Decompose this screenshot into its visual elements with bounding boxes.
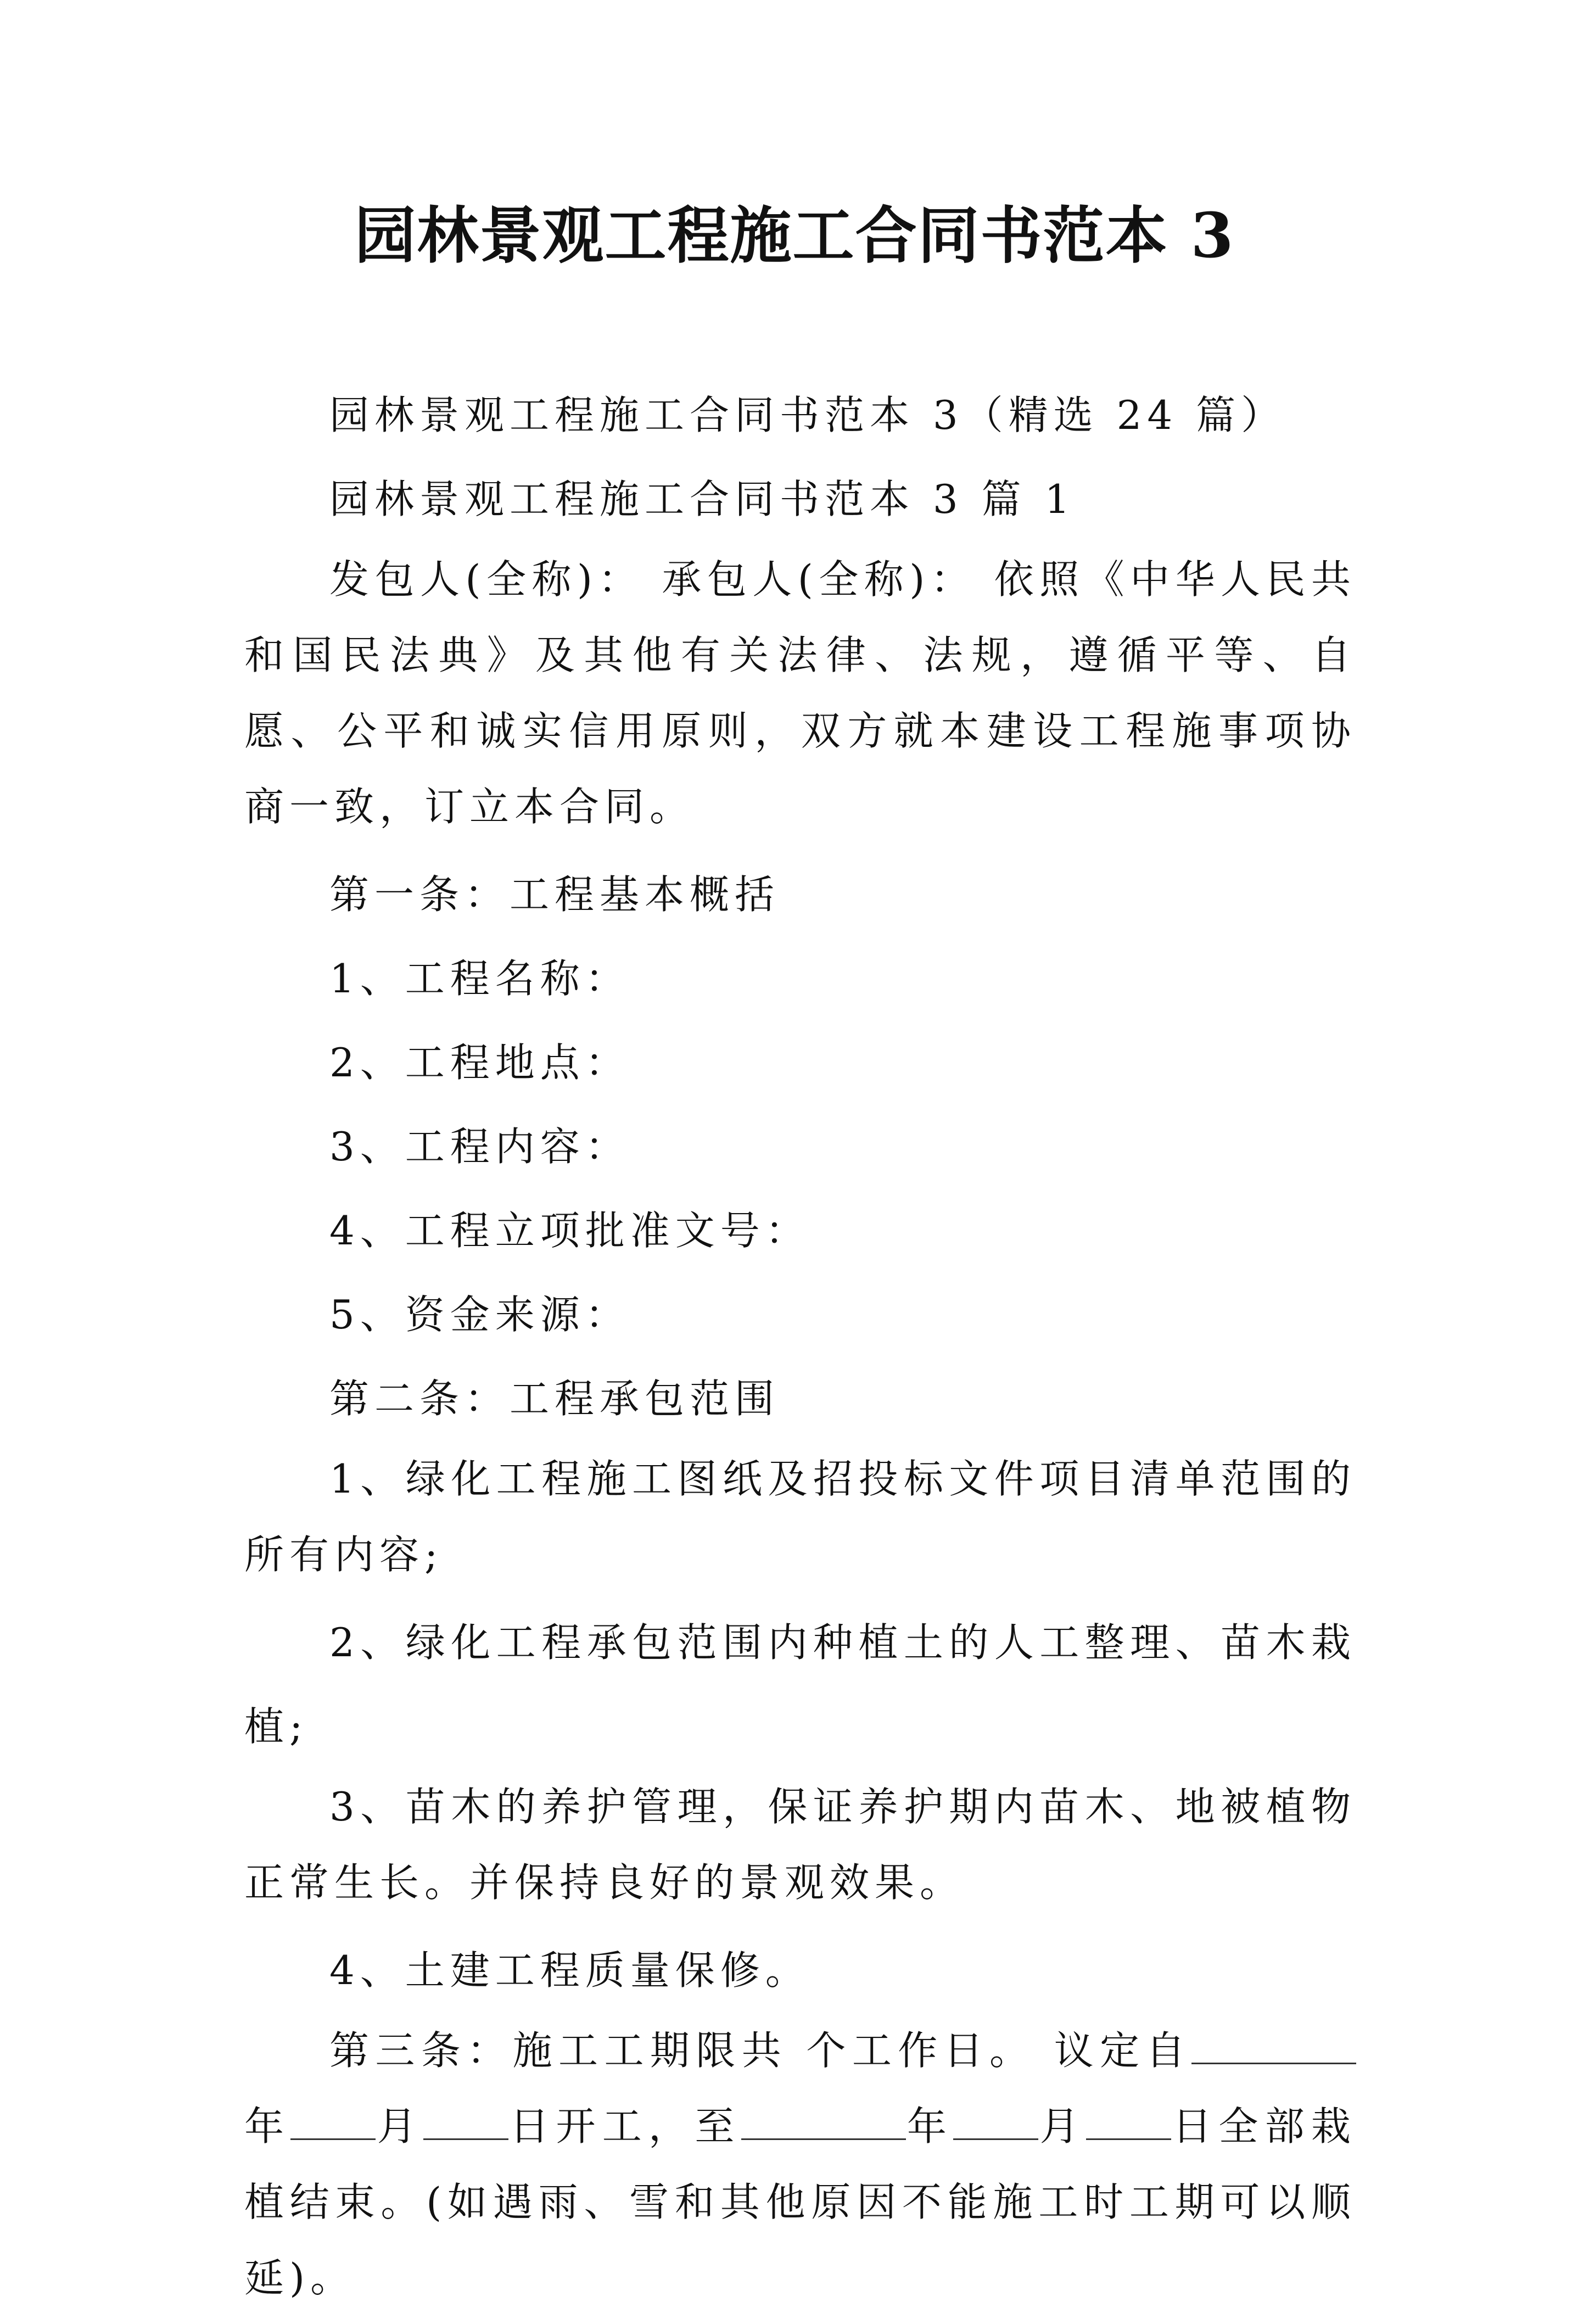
end-day-label: 日全部栽植结束。(如遇雨、雪和其他原因不能施工时工期可以顺延)。 <box>244 2103 1356 2301</box>
article1-heading: 第一条：工程基本概括 <box>329 872 780 918</box>
article3-intro: 第三条：施工工期限共 个工作日。 议定自 <box>329 2027 1191 2074</box>
section-heading: 园林景观工程施工合同书范本 3 篇 1 <box>329 476 1076 522</box>
end-month-blank <box>953 2104 1038 2140</box>
start-day-blank <box>423 2104 508 2140</box>
article2-item-1: 1、绿化工程施工图纸及招投标文件项目清单范围的所有内容; <box>244 1456 1356 1578</box>
article1-item-4: 4、工程立项批准文号： <box>329 1208 810 1254</box>
article1-item-2: 2、工程地点： <box>329 1040 630 1086</box>
start-month-blank <box>290 2104 376 2140</box>
document-title: 园林景观工程施工合同书范本 3 <box>354 200 1235 272</box>
end-month-label: 月 <box>1038 2103 1086 2149</box>
start-year-blank <box>1191 2029 1356 2064</box>
article1-item-1: 1、工程名称： <box>329 956 630 1002</box>
subtitle-line: 园林景观工程施工合同书范本 3（精选 24 篇） <box>329 392 1286 438</box>
end-year-label: 年 <box>905 2103 954 2149</box>
end-day-blank <box>1086 2104 1171 2140</box>
start-month-label: 月 <box>376 2103 423 2149</box>
article1-item-3: 3、工程内容： <box>329 1124 630 1170</box>
article2-item-4: 4、土建工程质量保修。 <box>329 1947 810 1993</box>
article2-item-2: 2、绿化工程承包范围内种植土的人工整理、苗木栽植; <box>244 1619 1356 1750</box>
article2-item-3: 3、苗木的养护管理，保证养护期内苗木、地被植物正常生长。并保持良好的景观效果。 <box>244 1784 1356 1906</box>
start-year-label: 年 <box>244 2103 291 2149</box>
article2-heading: 第二条：工程承包范围 <box>329 1376 780 1422</box>
end-year-blank <box>741 2104 906 2140</box>
document-body <box>244 373 1356 2324</box>
article1-item-5: 5、资金来源： <box>329 1292 630 1338</box>
start-day-label: 日开工，至 <box>508 2103 741 2149</box>
article3-paragraph <box>244 2013 1356 2316</box>
preamble-paragraph: 发包人(全称)： 承包人(全称)： 依照《中华人民共和国民法典》及其他有关法律、法规，遵循平等、自愿、公平和诚实信用原则，双方就本建设工程施事项协商一致，订立本合同。 <box>244 556 1356 830</box>
